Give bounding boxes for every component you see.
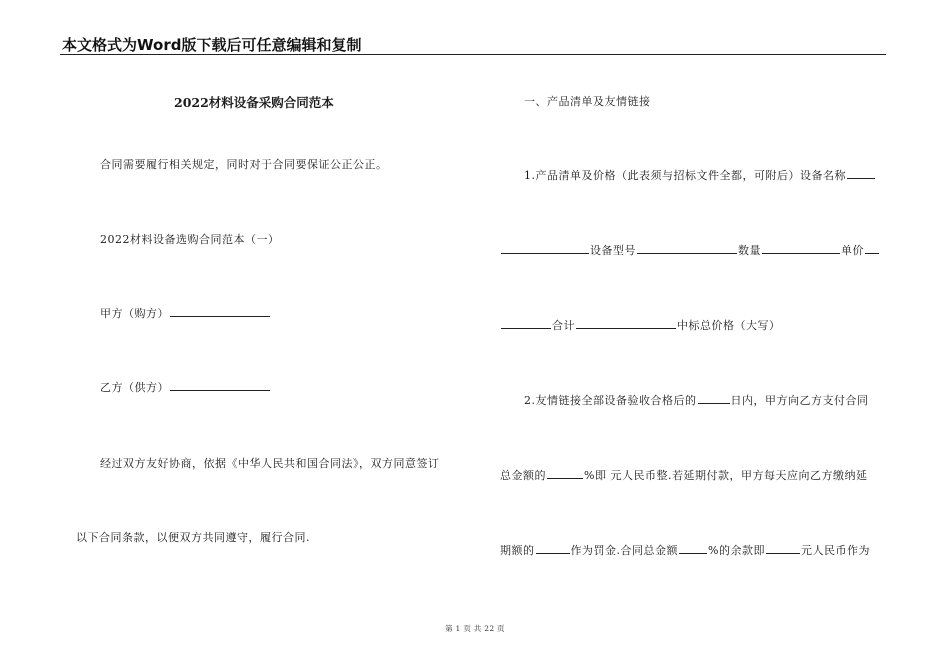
party-b-label: 乙方（供方） [100, 381, 169, 394]
party-b-blank [170, 379, 270, 391]
bid-total-label: 中标总价格（大写） [677, 319, 781, 332]
balance-amount-blank [766, 542, 800, 554]
paragraph-agreement-cont: 以下合同条款，以便双方共同遵守，履行合同. [76, 531, 310, 544]
product-list-text: 1.产品清单及价格（此表须与招标文件全都，可附后）设备名称 [524, 169, 846, 182]
penalty-text: 期额的 [500, 544, 535, 557]
balance-text-cont: 元人民币作为 [800, 544, 870, 557]
quantity-label: 数量 [738, 244, 761, 257]
total-amount-text-cont: %即 元人民币整.若延期付款，甲方每天应向乙方缴纳延 [584, 469, 868, 482]
document-title: 2022材料设备采购合同范本 [174, 95, 334, 110]
unit-price-blank [865, 242, 879, 254]
download-banner-text: 本文格式为Word版下载后可任意编辑和复制 [62, 36, 362, 54]
party-a-line [100, 305, 271, 321]
line-total-amount [500, 467, 867, 483]
paragraph-agreement: 经过双方友好协商，依据《中华人民共和国合同法》，双方同意签订 [100, 457, 440, 470]
line-payment-terms [524, 392, 869, 408]
line-device-model [500, 242, 880, 258]
section-heading: 一、产品清单及友情链接 [524, 95, 651, 108]
party-b-line [100, 379, 271, 395]
device-name-blank-cont [501, 242, 589, 254]
penalty-blank [536, 542, 570, 554]
days-blank [698, 392, 730, 404]
party-a-blank [170, 305, 270, 317]
line-total [500, 317, 781, 333]
penalty-text-cont: 作为罚金.合同总金额 [570, 544, 678, 557]
paragraph-intro: 合同需要履行相关规定，同时对于合同要保证公正公正。 [100, 158, 388, 171]
total-blank [576, 317, 676, 329]
payment-terms-text: 2.友情链接全部设备验收合格后的 [524, 394, 697, 407]
balance-text: %的余款即 [708, 544, 765, 557]
line-product-list [524, 167, 876, 183]
total-amount-text: 总金额的 [500, 469, 546, 482]
payment-terms-text-cont: 日内，甲方向乙方支付合同 [730, 394, 869, 407]
total-label: 合计 [552, 319, 575, 332]
page-number-footer: 第 1 页 共 22 页 [445, 624, 505, 633]
device-model-label: 设备型号 [590, 244, 636, 257]
unit-price-label: 单价 [841, 244, 864, 257]
quantity-blank [762, 242, 840, 254]
line-penalty [500, 542, 870, 558]
unit-price-blank-cont [501, 317, 551, 329]
device-model-blank [637, 242, 737, 254]
device-name-blank [847, 167, 875, 179]
balance-percent-blank [679, 542, 707, 554]
percent-blank [547, 467, 583, 479]
party-a-label: 甲方（购方） [100, 307, 169, 320]
banner-divider [60, 54, 886, 55]
paragraph-subtitle: 2022材料设备选购合同范本（一） [100, 233, 280, 246]
